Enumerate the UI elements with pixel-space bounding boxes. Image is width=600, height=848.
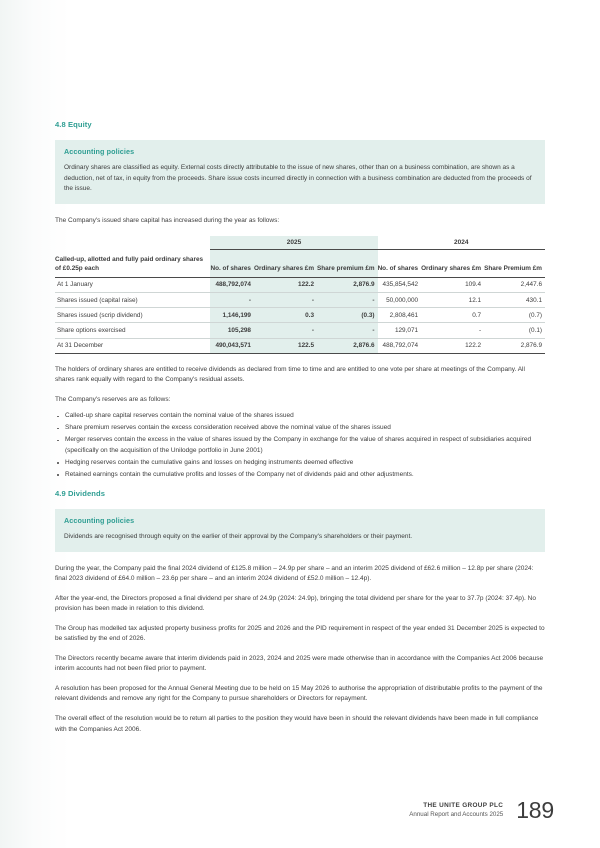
accounting-policies-box-dividends [55, 509, 545, 552]
cell-no-shares-2025: 1,146,199 [210, 308, 254, 323]
accounting-policies-box-equity [55, 140, 545, 204]
column-header-share-premium-2024: Share Premium £m [484, 250, 545, 278]
section-heading-dividends: 4.9 Dividends [55, 489, 105, 499]
cell-premium-2025: - [317, 323, 378, 338]
column-header-no-of-shares-2025: No. of shares [210, 250, 254, 278]
cell-premium-2024: 430.1 [484, 292, 545, 307]
cell-premium-2024: 2,447.6 [484, 277, 545, 292]
cell-no-shares-2024: 488,792,074 [378, 338, 422, 353]
list-item: Retained earnings contain the cumulative profits and losses of the Company net of dividends paid and other adjustments. [55, 470, 545, 481]
cell-ordinary-2025: - [254, 323, 317, 338]
table-row [55, 308, 545, 323]
cell-ordinary-2024: 109.4 [421, 277, 484, 292]
dividends-paragraph-2: After the year-end, the Directors proposed a final dividend per share of 24.9p (2024: 24.9p), bringing the total dividend per share for the year to 37.7p (2024: 37.4p). No provision has been made in relation to this dividend. [55, 594, 536, 613]
cell-no-shares-2024: 129,071 [378, 323, 422, 338]
column-header-share-premium-2025: Share premium £m [317, 250, 378, 278]
row-label: At 31 December [55, 338, 210, 353]
group-header-2024: 2024 [378, 236, 545, 250]
cell-premium-2025: 2,876.9 [317, 277, 378, 292]
row-label: Shares issued (scrip dividend) [55, 308, 210, 323]
page-number: 189 [516, 797, 554, 823]
cell-ordinary-2025: 122.2 [254, 277, 317, 292]
table-total-row [55, 338, 545, 353]
cell-no-shares-2025: 105,298 [210, 323, 254, 338]
dividends-paragraph-3: The Group has modelled tax adjusted property business profits for 2025 and 2026 and the PID requirement in respect of the year ended 31 December 2025 is expected to be satisfied by the end of 2026. [55, 624, 545, 643]
table-group-header-row [55, 236, 545, 250]
cell-premium-2024: (0.7) [484, 308, 545, 323]
dividends-paragraph-6: The overall effect of the resolution would be to return all parties to the position they would have been in should the relevant dividends have been made in full compliance with the Companies Act 2006. [55, 715, 539, 733]
ordinary-shares-rights-text: The holders of ordinary shares are entitled to receive dividends as declared from time to time and are entitled to one vote per share at meetings of the Company. All shares rank equally with regard to the Company's residual assets. [55, 365, 525, 384]
column-header-row-label: Called-up, allotted and fully paid ordinary shares of £0.25p each [55, 250, 210, 278]
row-label: Shares issued (capital raise) [55, 292, 210, 307]
cell-ordinary-2024: - [421, 323, 484, 338]
page-content [55, 120, 545, 744]
dividends-paragraph-5: A resolution has been proposed for the Annual General Meeting due to be held on 15 May 2026 to authorise the appropriation of distributable profits to the payment of the relevant dividends and remove any right for the Company to pursue shareholders or Directors for repayment. [55, 684, 543, 703]
table-column-header-row [55, 250, 545, 278]
list-item: Merger reserves contain the excess in the value of shares issued by the Company in exchange for the value of shares acquired in respect of subsidiaries acquired (specifically on the acquisition of the Unilodge portfolio in June 2001) [55, 435, 545, 456]
table-row [55, 323, 545, 338]
cell-no-shares-2025: 490,043,571 [210, 338, 254, 353]
list-item: Hedging reserves contain the cumulative gains and losses on hedging instruments deemed effective [55, 458, 545, 469]
reserves-bullet-list [55, 411, 545, 480]
row-label: At 1 January [55, 277, 210, 292]
section-heading-equity: 4.8 Equity [55, 120, 92, 129]
cell-ordinary-2025: 122.5 [254, 338, 317, 353]
share-capital-table [55, 236, 545, 354]
cell-premium-2024: 2,876.9 [484, 338, 545, 353]
footer-text-block [409, 801, 503, 820]
cell-no-shares-2024: 435,854,542 [378, 277, 422, 292]
cell-ordinary-2025: 0.3 [254, 308, 317, 323]
accounting-policies-text: Dividends are recognised through equity on the earlier of their approval by the Company's shareholders or their payment. [64, 533, 413, 541]
dividends-paragraph-1: During the year, the Company paid the final 2024 dividend of £125.8 million – 24.9p per share – and an interim 2025 dividend of £62.6 million – 12.8p per share (2024: final 2023 dividend of £64.0 million – 23.6p per share – and an interim 2024 dividend of £52.0 million – 12.4p). [55, 564, 534, 583]
footer-report-title: Annual Report and Accounts 2025 [409, 811, 504, 819]
share-capital-intro-text: The Company's issued share capital has increased during the year as follows: [55, 216, 280, 224]
reserves-intro-text: The Company's reserves are as follows: [55, 395, 171, 403]
dividends-paragraph-4: The Directors recently became aware that interim dividends paid in 2023, 2024 and 2025 were made otherwise than in accordance with the Companies Act 2006 because interim accounts had not been filed prior to payment. [55, 654, 544, 673]
table-row [55, 292, 545, 307]
footer-company-name: THE UNITE GROUP PLC [423, 801, 504, 809]
group-header-spacer [55, 236, 210, 250]
cell-ordinary-2024: 0.7 [421, 308, 484, 323]
cell-no-shares-2024: 50,000,000 [378, 292, 422, 307]
cell-no-shares-2025: 488,792,074 [210, 277, 254, 292]
accounting-policies-title: Accounting policies [64, 516, 135, 526]
page-footer [409, 799, 554, 822]
column-header-ordinary-shares-2024: Ordinary shares £m [421, 250, 484, 278]
accounting-policies-title: Accounting policies [64, 147, 135, 156]
column-header-no-of-shares-2024: No. of shares [378, 250, 422, 278]
row-label: Share options exercised [55, 323, 210, 338]
group-header-2025: 2025 [210, 236, 377, 250]
accounting-policies-text: Ordinary shares are classified as equity. External costs directly attributable to the issue of new shares, other than on a business combination, are shown as a deduction, net of tax, in equity from the proceeds. Share issue costs incurred directly in connection with a business combination are deducted from the proceeds of the issue. [64, 164, 532, 193]
table-row [55, 277, 545, 292]
cell-ordinary-2024: 12.1 [421, 292, 484, 307]
cell-no-shares-2025: - [210, 292, 254, 307]
list-item: Called-up share capital reserves contain the nominal value of the shares issued [55, 411, 545, 422]
cell-ordinary-2024: 122.2 [421, 338, 484, 353]
cell-premium-2025: (0.3) [317, 308, 378, 323]
list-item: Share premium reserves contain the excess consideration received above the nominal value of the shares issued [55, 423, 545, 434]
cell-premium-2025: - [317, 292, 378, 307]
cell-premium-2024: (0.1) [484, 323, 545, 338]
cell-no-shares-2024: 2,808,461 [378, 308, 422, 323]
cell-premium-2025: 2,876.6 [317, 338, 378, 353]
cell-ordinary-2025: - [254, 292, 317, 307]
column-header-ordinary-shares-2025: Ordinary shares £m [254, 250, 317, 278]
